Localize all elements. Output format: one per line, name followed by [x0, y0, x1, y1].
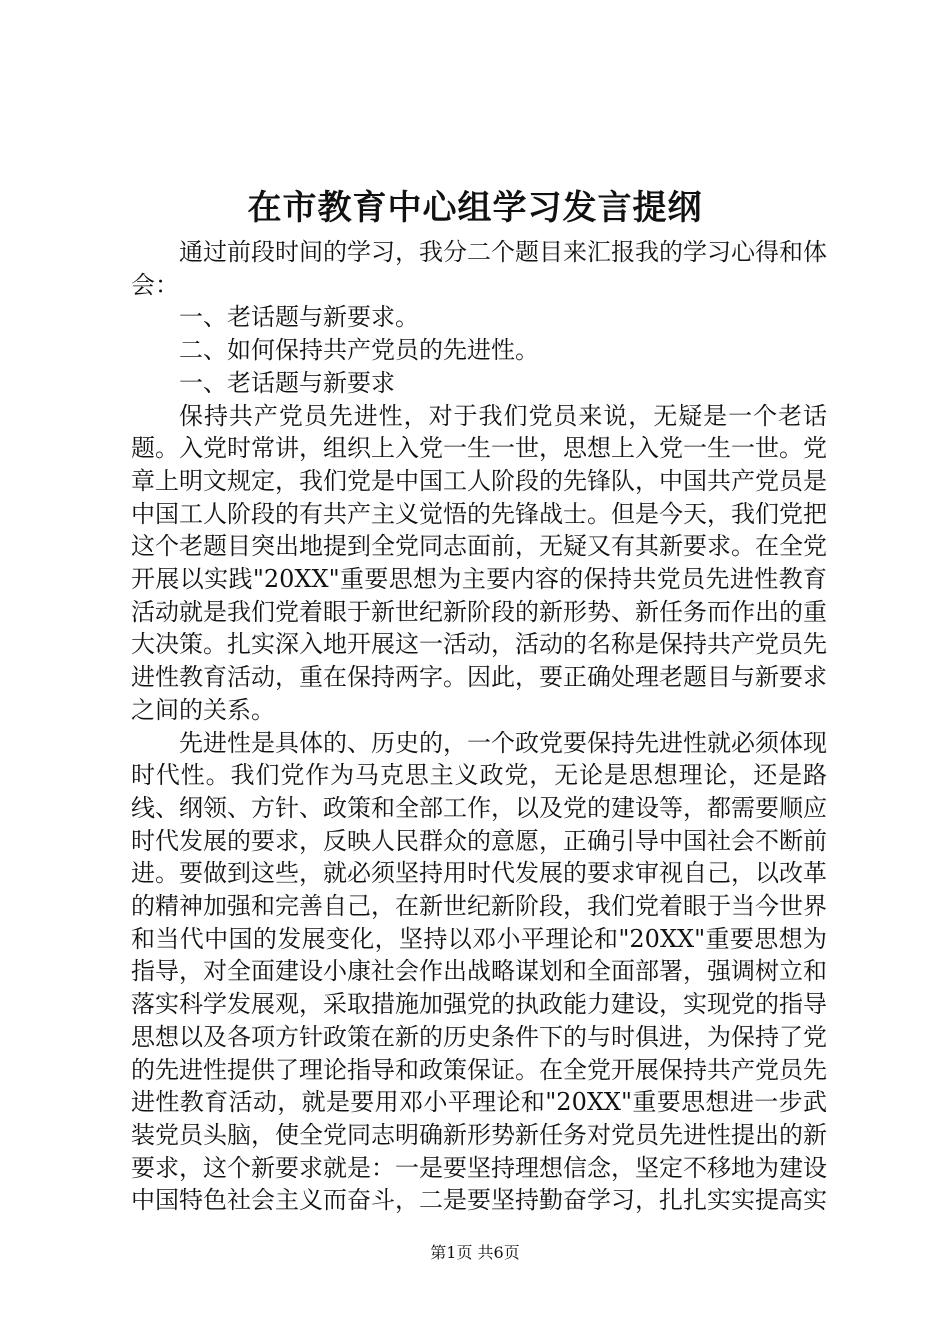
document-body — [131, 236, 827, 1217]
paragraph-body-1: 保持共产党员先进性，对于我们党员来说，无疑是一个老话题。入党时常讲，组织上入党一生一世，思想上入党一生一世。党章上明文规定，我们党是中国工人阶段的先锋队，中国共产党员是中国工人阶段的有共产主义觉悟的先锋战士。但是今天，我们党把这个老题目突出地提到全党同志面前，无疑又有其新要求。在全党开展以实践"20XX"重要思想为主要内容的保持共党员先进性教育活动就是我们党着眼于新世纪新阶段的新形势、新任务而作出的重大决策。扎实深入地开展这一活动，活动的名称是保持共产党员先进性教育活动，重在保持两字。因此，要正确处理老题目与新要求之间的关系。 — [131, 401, 827, 724]
paragraph-intro: 通过前段时间的学习，我分二个题目来汇报我的学习心得和体会： — [131, 238, 827, 299]
section-heading-1: 一、老话题与新要求 — [179, 368, 395, 397]
paragraph-outline-1: 一、老话题与新要求。 — [179, 303, 419, 332]
document-title: 在市教育中心组学习发言提纲 — [247, 188, 703, 228]
paragraph-outline-2: 二、如何保持共产党员的先进性。 — [179, 336, 539, 365]
paragraph-body-2: 先进性是具体的、历史的，一个政党要保持先进性就必须体现时代性。我们党作为马克思主义政党，无论是思想理论，还是路线、纲领、方针、政策和全部工作，以及党的建设等，都需要顺应时代发展的要求，反映人民群众的意愿，正确引导中国社会不断前进。要做到这些，就必须坚持用时代发展的要求审视自己，以改革的精神加强和完善自己，在新世纪新阶段，我们党着眼于当今世界和当代中国的发展变化，坚持以邓小平理论和"20XX"重要思想为指导，对全面建设小康社会作出战略谋划和全面部署，强调树立和落实科学发展观，采取措施加强党的执政能力建设，实现党的指导思想以及各项方针政策在新的历史条件下的与时俱进，为保持了党的先进性提供了理论指导和政策保证。在全党开展保持共产党员先进性教育活动，就是要用邓小平理论和"20XX"重要思想进一步武装党员头脑，使全党同志明确新形势新任务对党员先进性提出的新要求，这个新要求就是：一是要坚持理想信念，坚定不移地为建设中国特色社会主义而奋斗，二是要坚持勤奋学习，扎扎实实提高实 — [131, 728, 827, 1215]
page-footer: 第1页 共6页 — [430, 1243, 520, 1262]
